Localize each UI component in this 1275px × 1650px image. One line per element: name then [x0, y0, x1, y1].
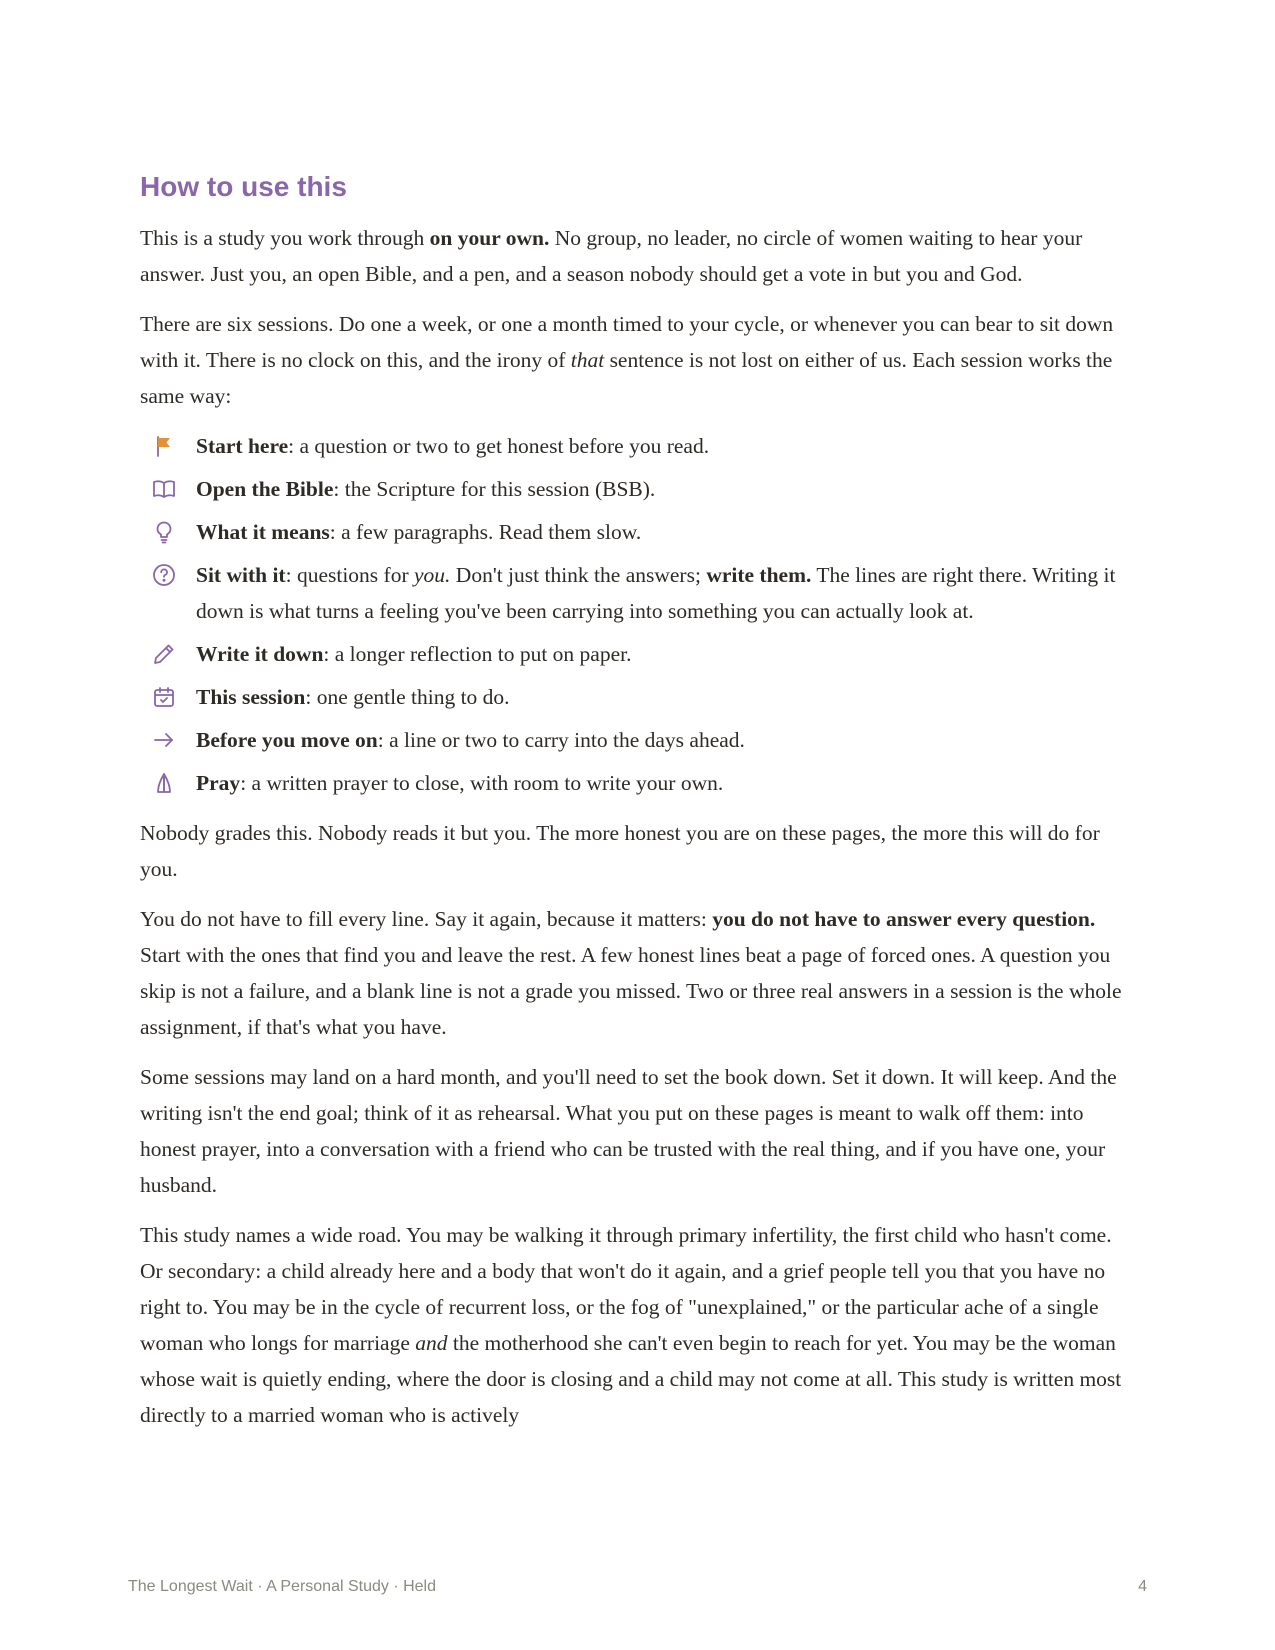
step-title: This session	[196, 684, 306, 709]
open-book-icon	[152, 477, 176, 501]
step-title: Sit with it	[196, 562, 286, 587]
bold-run: you do not have to answer every question.	[712, 906, 1096, 931]
text-run: No group, no leader, no circle of women waiting to hear your answer. Just you, an open Bible, and a pen, and a season nobody should get a vote in but you and God.	[140, 225, 1083, 286]
text-run: Start with the ones that find you and leave the rest. A few honest lines beat a page of forced ones. A question you skip is not a failure, and a blank line is not a grade you missed. Two or three real answers in a session is the whole assignment, if that's what you have.	[140, 942, 1122, 1039]
body-paragraph-5: Some sessions may land on a hard month, and you'll need to set the book down. Set it down. It will keep. And the writing isn't the end goal; think of it as rehearsal. What you put on these pages is meant to walk off them: into honest prayer, into a conversation with a friend who can be trusted with the real thing, and if you have one, your husband.	[140, 1064, 1117, 1197]
bold-run: write them.	[706, 562, 812, 587]
list-item	[140, 428, 1138, 464]
text-run: There are six sessions. Do one a week, or one a month timed to your cycle, or whenever you can bear to sit down with it. There is no clock on this, and the irony of	[140, 311, 1114, 372]
step-text: : a question or two to get honest before you read.	[288, 433, 710, 458]
step-title: Start here	[196, 433, 289, 458]
list-item	[140, 557, 1138, 629]
page-footer	[128, 1578, 1147, 1596]
body-paragraph-4	[140, 901, 1138, 1045]
session-steps-list	[140, 428, 1138, 801]
flag-icon	[152, 434, 176, 458]
italic-run: and	[415, 1330, 448, 1355]
step-text: : a longer reflection to put on paper.	[323, 641, 632, 666]
step-title: Write it down	[196, 641, 324, 666]
step-text: : one gentle thing to do.	[305, 684, 510, 709]
step-text: : a line or two to carry into the days ahead.	[377, 727, 745, 752]
italic-run: that	[570, 347, 605, 372]
page-number: 4	[1138, 1578, 1147, 1595]
page-content	[140, 170, 1138, 1447]
lightbulb-icon	[152, 520, 176, 544]
footer-title: The Longest Wait · A Personal Study · Held	[128, 1578, 437, 1595]
pencil-icon	[152, 642, 176, 666]
step-title: Open the Bible	[196, 476, 334, 501]
list-item	[140, 514, 1138, 550]
text-run: the motherhood she can't even begin to reach for yet. You may be the woman whose wait is quietly ending, where the door is closing and a child may not come at all. This study is written most directly to a married woman who is actively	[140, 1330, 1122, 1427]
step-text: : a few paragraphs. Read them slow.	[329, 519, 642, 544]
step-text: : questions for	[285, 562, 414, 587]
step-text: : a written prayer to close, with room to write your own.	[240, 770, 724, 795]
step-text: Don't just think the answers;	[450, 562, 707, 587]
list-item	[140, 679, 1138, 715]
step-title: What it means	[196, 519, 330, 544]
bold-run: on your own.	[429, 225, 550, 250]
arrow-right-icon	[152, 728, 176, 752]
step-text: : the Scripture for this session (BSB).	[333, 476, 656, 501]
step-title: Pray	[196, 770, 241, 795]
text-run: This is a study you work through	[140, 225, 430, 250]
text-run: sentence is not lost on either of us. Each session works the same way:	[140, 347, 1113, 408]
step-text: The lines are right there. Writing it down is what turns a feeling you've been carrying into something you can actually look at.	[196, 562, 1116, 623]
praying-hands-icon	[152, 771, 176, 795]
question-circle-icon	[152, 563, 176, 587]
text-run: You do not have to fill every line. Say it again, because it matters:	[140, 906, 713, 931]
calendar-check-icon	[152, 685, 176, 709]
text-run: This study names a wide road. You may be walking it through primary infertility, the first child who hasn't come. Or secondary: a child already here and a body that won't do it again, and a grief people tell you that you have no right to. You may be in the cycle of recurrent loss, or the fog of "unexplained," or the particular ache of a single woman who longs for marriage	[140, 1222, 1112, 1355]
list-item	[140, 765, 1138, 801]
step-title: Before you move on	[196, 727, 378, 752]
list-item	[140, 722, 1138, 758]
intro-paragraph-2	[140, 306, 1138, 414]
list-item	[140, 636, 1138, 672]
body-paragraph-3: Nobody grades this. Nobody reads it but you. The more honest you are on these pages, the more this will do for you.	[140, 820, 1100, 881]
list-item	[140, 471, 1138, 507]
section-heading: How to use this	[140, 171, 347, 202]
intro-paragraph-1	[140, 220, 1138, 292]
italic-run: you.	[414, 562, 451, 587]
body-paragraph-6	[140, 1217, 1138, 1433]
